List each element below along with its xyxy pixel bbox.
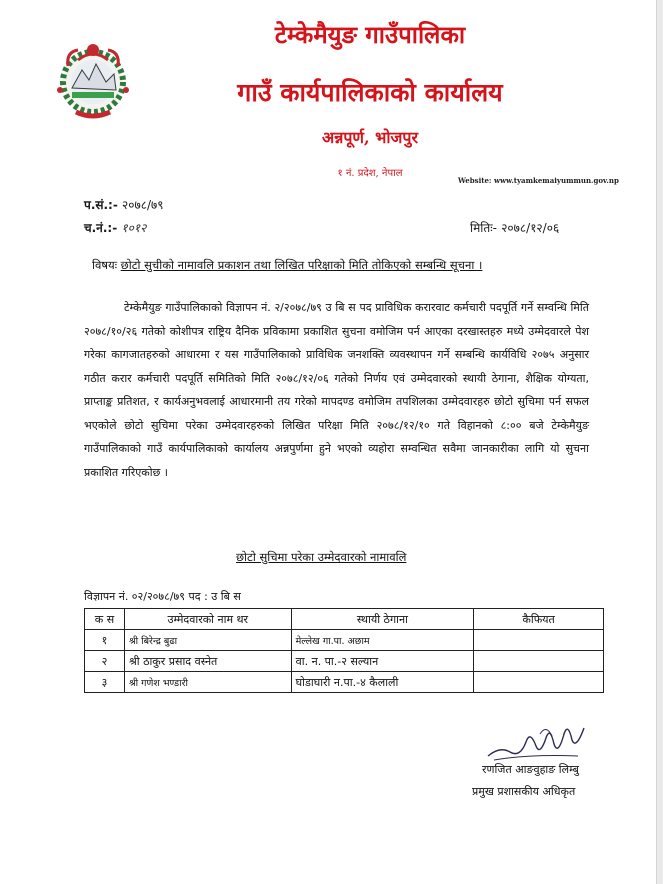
row-remark — [474, 651, 604, 672]
row-address: मेल्लेख गा.पा. अछाम — [291, 630, 474, 651]
subject-text: छोटो सुचीको नामावलि प्रकाशन तथा लिखित परिक्षाको मिति तोकिएको सम्बन्धि सूचना । — [120, 258, 483, 272]
subject-label: विषयः — [92, 258, 118, 272]
table-row — [85, 651, 604, 672]
column-header-name: उम्मेदवारको नाम थर — [124, 609, 291, 630]
row-sn: १ — [85, 630, 125, 651]
column-header-sn: क स — [85, 609, 125, 630]
row-address: वा. न. पा.-२ सल्यान — [291, 651, 474, 672]
office-name: गाउँ कार्यपालिकाको कार्यालय — [237, 78, 503, 107]
website-line: Website: www.tyamkemaiyummun.gov.np — [458, 176, 619, 185]
reference-ps — [84, 196, 164, 213]
row-address: घोडाघारी न.पा.-४ कैलाली — [291, 672, 474, 693]
table-header-row — [85, 609, 604, 630]
list-title: छोटो सुचिमा परेका उम्मेदवारको नामावलि — [236, 550, 407, 564]
subject-line — [92, 258, 482, 273]
ps-label: प.सं.:- — [84, 198, 118, 212]
row-name: श्री गणेश भण्डारी — [124, 672, 291, 693]
cn-label: च.नं.:- — [84, 221, 118, 235]
column-header-address: स्थायी ठेगाना — [291, 609, 474, 630]
row-name: श्री ठाकुर प्रसाद वस्नेत — [124, 651, 291, 672]
row-sn: ३ — [85, 672, 125, 693]
date-value: २०७८/१२/०६ — [501, 221, 560, 235]
office-location: अन्नपूर्ण, भोजपुर — [321, 128, 419, 147]
cn-value: १०१२ — [121, 221, 147, 235]
reference-date — [470, 219, 559, 236]
body-paragraph: टेम्केमैयुङ गाउँपालिकाको विज्ञापन नं. २/२०७८/७९ उ बि स पद प्राविधिक करारवाट कर्मचारी पदपूर्ति गर्ने सम्वन्धि मिति २०७८/१०/२६ गतेको कोशीपत्र राष्ट्रिय दैनिक प्रविकामा प्रकाशित सुचना वमोजिम पर्न आएका दरखास्तहरु मध्ये उम्मेदवारले पेश गरेका कागजातहरुको आधारमा र यस गाउँपालिकाको प्राविधिक जनशक्ति व्यवस्थापन गर्ने सम्बन्धि कार्यविधि २०७५ अनुसार गठीत करार कर्मचारी पदपूर्ति समितिको मिति २०७८/१२/०६ गतेको निर्णय एवं उम्मेदवारको स्थायी ठेगाना, शैक्षिक योग्यता, प्राप्ताङ्क प्रतिशत, र कार्यअनुभवलाई आधारमानी तय गरेको मापदण्ड वमोजिम तपशिलका उम्मेदवारहरु छोटो सुचिमा पर्न सफल भएकोले छोटो सुचिमा परेका उम्मेदवारहरुको लिखित परिक्षा मिति २०७८/१२/१० गते विहानको ८:०० बजे टेम्केमैयुङ गाउँपालिकाको गाउँ कार्यपालिकाको कार्यालय अन्नपुर्णमा हुने भएको व्यहोरा सम्वन्धित सवैमा जानकारीका लागि यो सुचना प्रकाशित गरिएकोछ । — [84, 301, 589, 479]
date-label: मितिः- — [470, 221, 497, 235]
page-edge — [656, 0, 663, 884]
province-line: १ नं. प्रदेश, नेपाल — [337, 168, 403, 179]
row-remark — [474, 630, 604, 651]
signatory-title: प्रमुख प्रशासकीय अधिकृत — [472, 785, 576, 798]
handwritten-signature — [480, 716, 590, 764]
signatory-name: रणजित आङवुहाङ लिम्बु — [482, 763, 579, 776]
row-sn: २ — [85, 651, 125, 672]
candidate-table — [84, 608, 604, 693]
ps-value: २०७८/७९ — [122, 198, 164, 212]
row-name: श्री बिरेन्द्र बुढा — [124, 630, 291, 651]
row-remark — [474, 672, 604, 693]
table-row — [85, 630, 604, 651]
nepal-emblem-logo — [48, 30, 138, 122]
municipality-name: टेम्केमैयुङ गाउँपालिका — [274, 20, 466, 49]
vacancy-notice: विज्ञापन नं. ०२/२०७८/७९ पद : उ बि स — [84, 590, 241, 603]
table-row — [85, 672, 604, 693]
reference-cn — [84, 219, 146, 236]
column-header-remark: कैफियत — [474, 609, 604, 630]
